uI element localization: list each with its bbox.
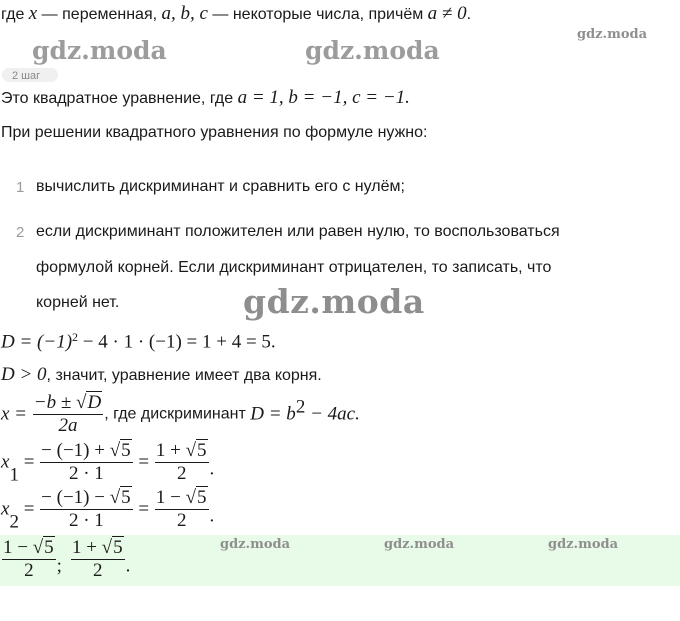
answer-box bbox=[0, 535, 680, 586]
root1-simplified-radicand: 5 bbox=[197, 440, 207, 461]
step-tag: 2 шаг bbox=[2, 68, 58, 82]
answer-root-plus bbox=[70, 537, 126, 582]
formula-disc-rhs: − 4ac. bbox=[305, 403, 360, 425]
watermark: gdz.moda bbox=[220, 537, 291, 552]
answer-a-denominator: 2 bbox=[24, 560, 34, 581]
sqrt-symbol: √D bbox=[76, 392, 102, 413]
root2-simplified-denominator: 2 bbox=[176, 510, 187, 531]
root2-line bbox=[1, 487, 214, 534]
root2-simplified-numerator: 1 − bbox=[155, 487, 186, 508]
root2-end: . bbox=[209, 505, 215, 527]
step-text: если дискриминант положителен или равен нулю, то воспользоваться bbox=[36, 223, 560, 240]
answer-line bbox=[1, 537, 130, 582]
intro-condition: a ≠ 0 bbox=[427, 3, 467, 24]
formula-radicand: D bbox=[87, 392, 102, 413]
root2-radicand: 5 bbox=[121, 487, 131, 508]
formula-numerator: −b ± bbox=[33, 392, 77, 413]
answer-b-radicand: 5 bbox=[113, 537, 123, 558]
watermark: gdz.moda bbox=[32, 36, 167, 65]
sqrt-symbol: √5 bbox=[185, 487, 207, 508]
answer-separator: ; bbox=[56, 555, 62, 577]
answer-root-minus bbox=[1, 537, 57, 582]
root1-fraction bbox=[39, 440, 134, 485]
sqrt-symbol: √5 bbox=[101, 537, 123, 558]
root1-simplified-fraction bbox=[154, 440, 210, 485]
coefficients-line bbox=[1, 87, 410, 110]
coefficients-text: Это квадратное уравнение, где bbox=[1, 90, 238, 107]
root2-numerator: − (−1) − bbox=[41, 487, 110, 508]
root2-eq2: = bbox=[133, 498, 154, 520]
root1-simplified-denominator: 2 bbox=[176, 463, 187, 484]
step-number: 2 bbox=[16, 224, 25, 241]
answer-b-denominator: 2 bbox=[93, 560, 103, 581]
root1-radicand: 5 bbox=[121, 440, 131, 461]
root1-eq2: = bbox=[133, 451, 154, 473]
root1-line bbox=[1, 440, 214, 487]
formula-disc-exponent: 2 bbox=[295, 396, 306, 418]
root2-eq: = bbox=[18, 498, 40, 520]
root2-fraction bbox=[39, 487, 134, 532]
watermark: gdz.moda bbox=[577, 27, 648, 42]
root1-end: . bbox=[209, 458, 215, 480]
answer-a-numerator: 1 − bbox=[3, 537, 33, 558]
root1-denominator: 2 · 1 bbox=[68, 463, 104, 484]
d-positive-text: , значит, уравнение имеет два корня. bbox=[46, 367, 322, 384]
sqrt-symbol: √5 bbox=[109, 487, 131, 508]
formula-fraction bbox=[32, 392, 104, 437]
root2-denominator: 2 · 1 bbox=[68, 510, 104, 531]
coefficients-math: a = 1, b = −1, c = −1. bbox=[237, 87, 410, 108]
root2-simplified-fraction bbox=[154, 487, 210, 532]
step-text: вычислить дискриминант и сравнить его с нулём; bbox=[36, 178, 405, 195]
root1-numerator: − (−1) + bbox=[41, 440, 110, 461]
watermark: gdz.moda bbox=[548, 537, 619, 552]
root1-var: x bbox=[1, 451, 10, 473]
intro-line bbox=[1, 3, 471, 26]
discriminant-rhs: − 4 · 1 · (−1) = 1 + 4 = 5. bbox=[78, 331, 276, 353]
d-positive-line bbox=[1, 364, 322, 387]
root2-subscript: 2 bbox=[9, 511, 19, 533]
root1-eq: = bbox=[18, 451, 40, 473]
formula-text: , где дискриминант bbox=[104, 405, 251, 423]
formula-disc-lhs: D = b bbox=[250, 403, 296, 425]
watermark: gdz.moda bbox=[243, 282, 425, 321]
d-positive-math: D > 0 bbox=[1, 364, 47, 385]
watermark: gdz.moda bbox=[384, 537, 455, 552]
root2-simplified-radicand: 5 bbox=[197, 487, 207, 508]
step-number: 1 bbox=[16, 179, 25, 196]
root1-simplified-numerator: 1 + bbox=[155, 440, 186, 461]
step-text: формулой корней. Если дискриминант отрицателен, то записать, что bbox=[36, 259, 552, 276]
root2-var: x bbox=[1, 498, 10, 520]
sqrt-symbol: √5 bbox=[32, 537, 54, 558]
step-text: корней нет. bbox=[36, 294, 120, 311]
discriminant-exponent: 2 bbox=[72, 330, 79, 344]
discriminant-lhs: D = (−1) bbox=[1, 331, 73, 353]
roots-formula-line bbox=[1, 392, 360, 437]
sqrt-symbol: √5 bbox=[109, 440, 131, 461]
answer-a-radicand: 5 bbox=[44, 537, 54, 558]
method-intro: При решении квадратного уравнения по формуле нужно: bbox=[1, 124, 428, 141]
intro-suffix: — некоторые числа, причём bbox=[207, 6, 428, 23]
answer-end: . bbox=[125, 555, 131, 577]
sqrt-symbol: √5 bbox=[185, 440, 207, 461]
formula-denominator: 2a bbox=[58, 415, 78, 436]
intro-mid: — переменная, bbox=[37, 6, 162, 23]
answer-b-numerator: 1 + bbox=[71, 537, 102, 558]
formula-lhs: x = bbox=[1, 403, 32, 425]
intro-end: . bbox=[466, 6, 472, 23]
intro-prefix: где bbox=[1, 6, 29, 23]
root1-subscript: 1 bbox=[9, 464, 19, 486]
intro-var-x: x bbox=[28, 3, 38, 24]
discriminant-line bbox=[1, 326, 276, 354]
watermark: gdz.moda bbox=[305, 36, 440, 65]
intro-vars-abc: a, b, c bbox=[161, 3, 208, 24]
